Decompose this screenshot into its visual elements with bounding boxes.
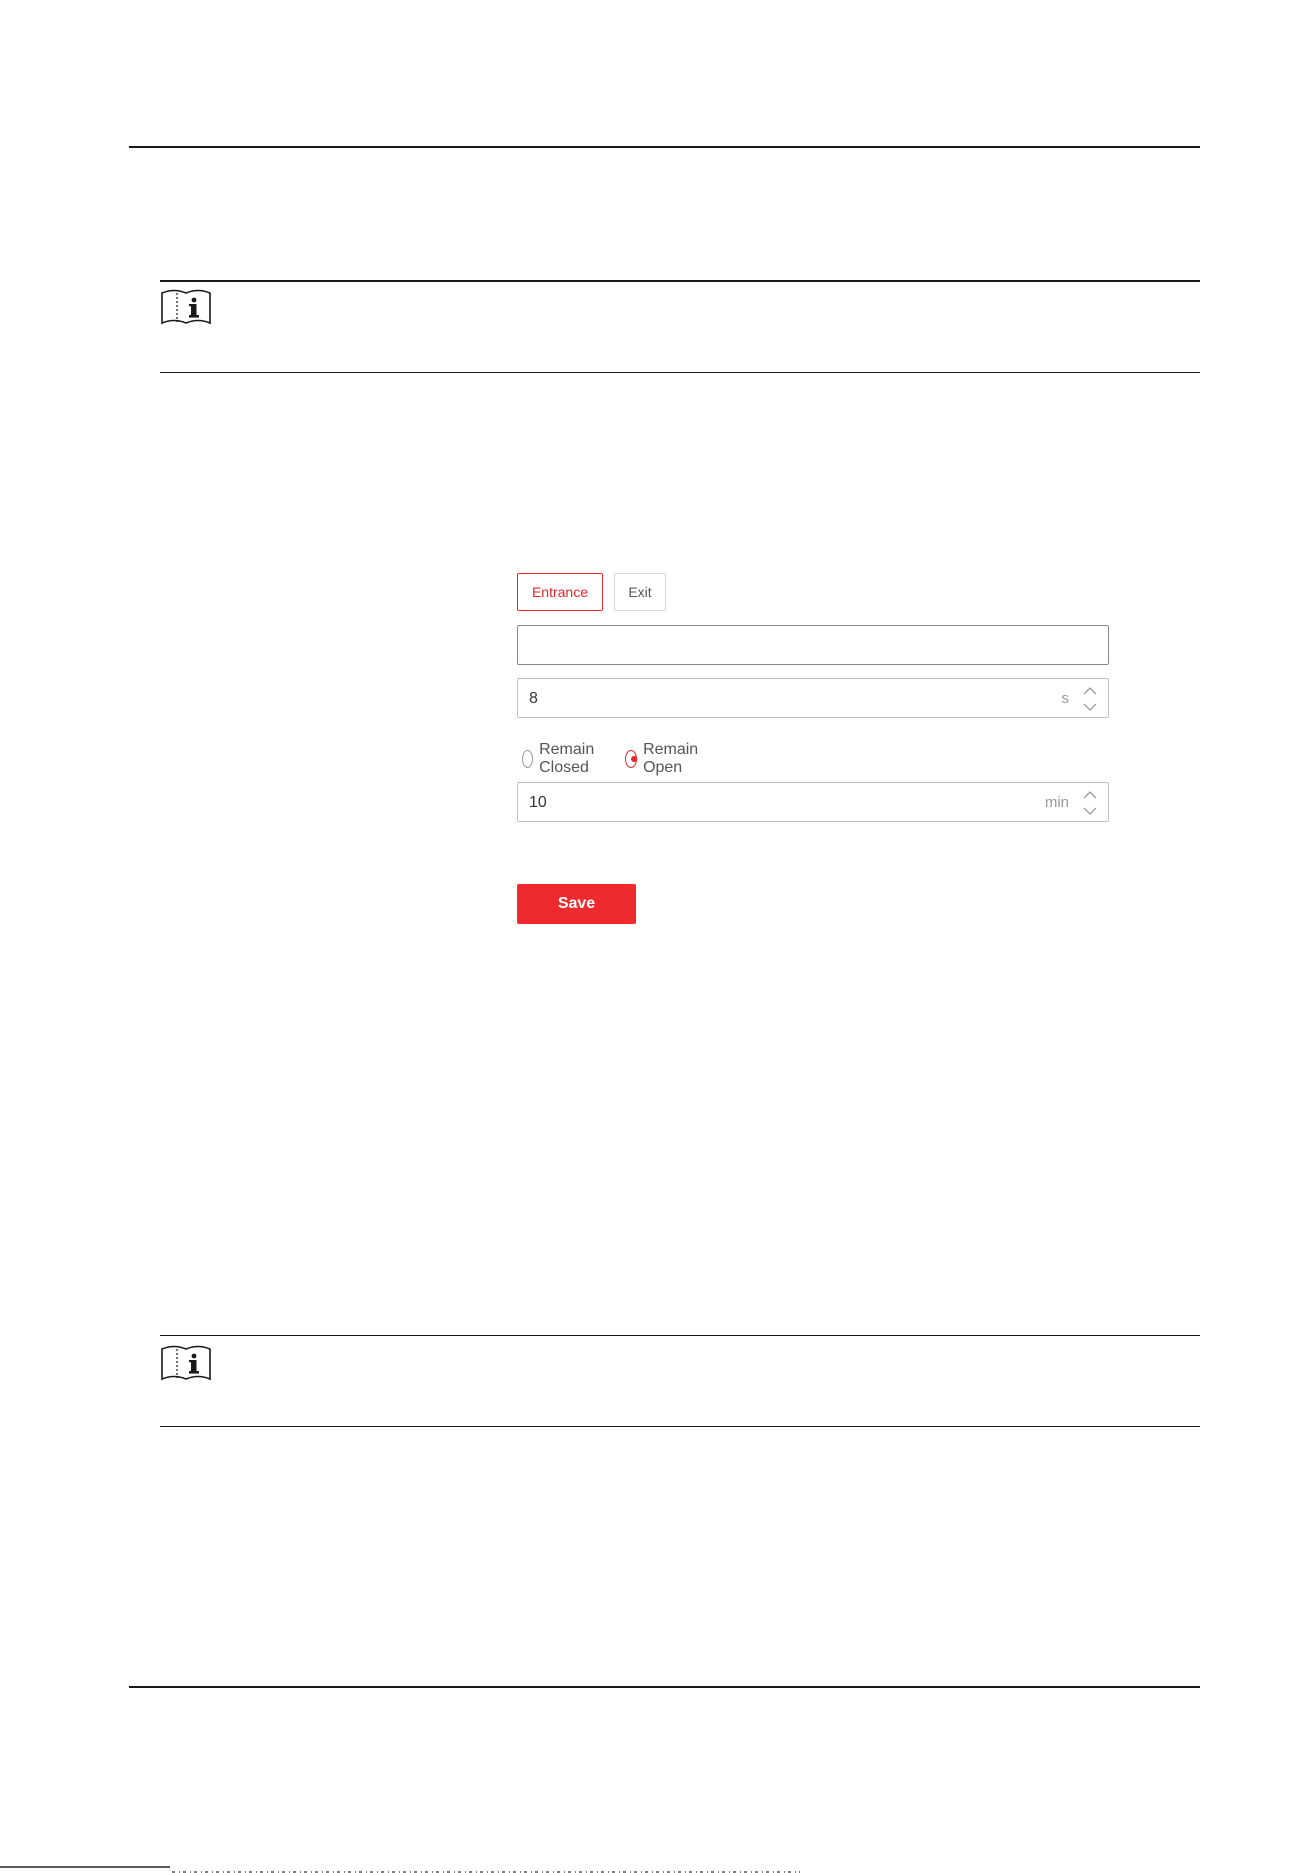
note-top-rule (160, 1335, 1200, 1336)
footer-rule (129, 1686, 1200, 1688)
entrance-button[interactable]: Entrance (517, 573, 603, 611)
remain-open-duration-unit: min (1044, 794, 1069, 811)
note-bottom-rule (160, 1426, 1200, 1427)
open-duration-input[interactable] (517, 678, 1109, 718)
remain-open-label: Remain Open (643, 741, 699, 776)
note-bottom-rule (160, 372, 1200, 373)
stepper-icon[interactable] (1082, 684, 1098, 714)
remain-open-duration-input[interactable] (517, 782, 1109, 822)
exit-button-type-radio-group (522, 741, 728, 777)
note-top-rule (160, 280, 1200, 282)
remain-open-radio[interactable] (625, 741, 704, 777)
remain-closed-radio[interactable] (522, 741, 601, 777)
radio-checked-icon (625, 750, 637, 768)
header-rule (129, 146, 1200, 148)
remain-open-duration-value: 10 (529, 794, 547, 811)
note-info-icon (160, 287, 212, 327)
stepper-icon[interactable] (1082, 788, 1098, 818)
door-name-input[interactable] (517, 625, 1109, 665)
open-duration-value: 8 (529, 690, 538, 707)
open-duration-unit: s (1061, 690, 1069, 707)
remain-closed-label: Remain Closed (539, 741, 595, 776)
radio-unchecked-icon (522, 750, 533, 768)
footer-text-fragment (0, 1866, 1313, 1873)
note-info-icon (160, 1343, 212, 1383)
exit-button[interactable]: Exit (614, 573, 666, 611)
save-button[interactable]: Save (517, 884, 636, 924)
